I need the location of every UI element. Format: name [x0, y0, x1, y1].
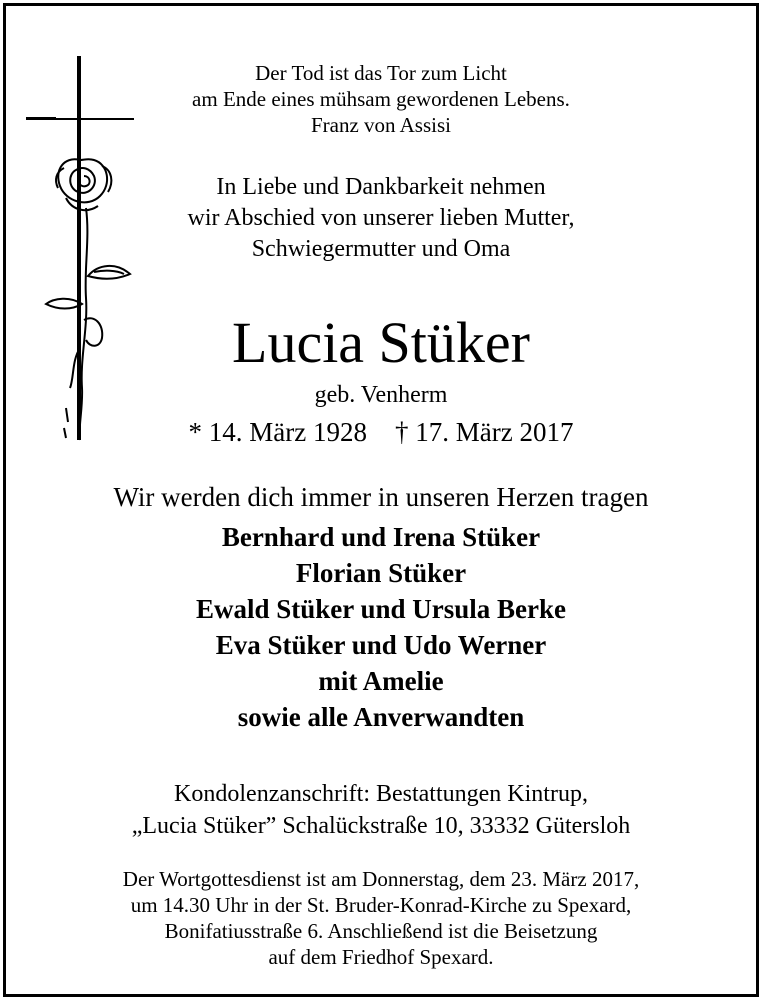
service-line: auf dem Friedhof Spexard. [268, 945, 494, 969]
service-info [0, 866, 762, 970]
family-member: Ewald Stüker und Ursula Berke [195, 594, 567, 624]
family-member: Eva Stüker und Udo Werner [215, 630, 547, 660]
life-dates [0, 416, 762, 448]
birth-date: * 14. März 1928 [188, 417, 367, 447]
service-line: Bonifatiusstraße 6. Anschließend ist die Beisetzung [164, 919, 598, 943]
condolence-line: Kondolenzanschrift: Bestattungen Kintrup, [174, 781, 588, 807]
family-member: Bernhard und Irena Stüker [221, 522, 541, 552]
family-member: Florian Stüker [295, 558, 467, 588]
quote-block [0, 60, 762, 138]
intro-line: In Liebe und Dankbarkeit nehmen [216, 174, 546, 200]
intro-line: Schwiegermutter und Oma [251, 236, 511, 262]
family-list [0, 519, 762, 735]
death-date: † 17. März 2017 [395, 417, 574, 447]
mourning-line: Wir werden dich immer in unseren Herzen tragen [113, 482, 649, 512]
condolence-address [0, 778, 762, 842]
family-member: mit Amelie [318, 666, 444, 696]
service-line: Der Wortgottesdienst ist am Donnerstag, dem 23. März 2017, [122, 867, 640, 891]
intro-line: wir Abschied von unserer lieben Mutter, [187, 205, 575, 231]
condolence-line: „Lucia Stüker” Schalückstraße 10, 33332 Gütersloh [131, 813, 631, 839]
quote-line: Der Tod ist das Tor zum Licht [255, 61, 507, 85]
family-member: sowie alle Anverwandten [237, 702, 525, 732]
deceased-name: Lucia Stüker [232, 310, 530, 375]
birth-name: geb. Venherm [314, 382, 448, 408]
quote-author: Franz von Assisi [310, 113, 451, 137]
intro-block [0, 172, 762, 265]
quote-line: am Ende eines mühsam gewordenen Lebens. [192, 87, 570, 111]
service-line: um 14.30 Uhr in der St. Bruder-Konrad-Kirche zu Spexard, [130, 893, 632, 917]
